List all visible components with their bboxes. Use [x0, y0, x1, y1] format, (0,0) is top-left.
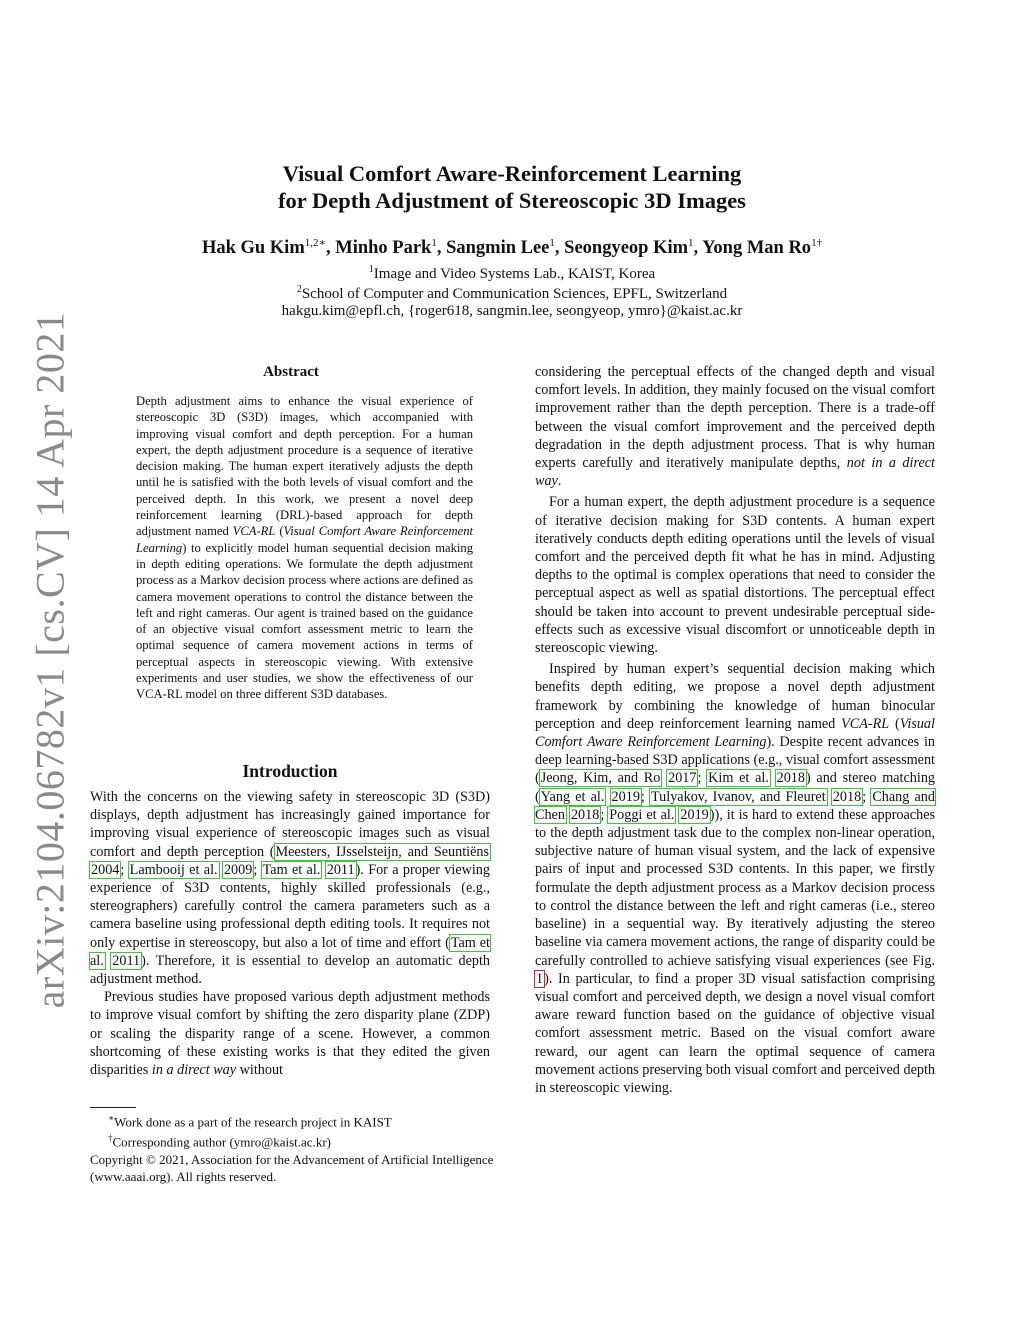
- author-name: Sangmin Lee: [446, 238, 550, 259]
- citation-year-link[interactable]: 2019: [611, 788, 640, 805]
- citation-separator: ;: [600, 806, 609, 823]
- author-list: [0, 236, 1024, 259]
- body-text: .: [557, 473, 562, 490]
- citation-year-link[interactable]: 2018: [570, 806, 600, 823]
- author-name: Yong Man Ro: [702, 238, 812, 259]
- title-line-1: Visual Comfort Aware-Reinforcement Learning: [282, 161, 742, 186]
- abstract-model-name: VCA-RL: [232, 524, 276, 539]
- intro-paragraph-1: [90, 788, 490, 988]
- affiliation-2: [0, 284, 1024, 303]
- citation-year-link[interactable]: 2011: [112, 952, 141, 969]
- title-line-2: for Depth Adjustment of Stereoscopic 3D Images: [278, 188, 746, 213]
- body-text: without: [236, 1062, 283, 1079]
- abstract-model-fullname: Visual Comfort Aware Reinforcement Learning: [136, 524, 473, 555]
- author-affiliation-mark: 1,2∗: [304, 237, 326, 249]
- body-text: (: [889, 715, 900, 732]
- citation-separator: ;: [862, 788, 872, 805]
- paper-title: [0, 160, 1024, 214]
- author-separator: ,: [693, 238, 703, 259]
- citation-separator: ;: [640, 788, 651, 805]
- abstract-text: (: [275, 524, 284, 539]
- right-column-body: [535, 363, 935, 1097]
- author-separator: ,: [436, 238, 447, 259]
- citation-separator: ;: [697, 770, 708, 787]
- footnote-1: [90, 1110, 500, 1130]
- citation-separator: ;: [253, 861, 262, 878]
- footnote-text: Work done as a part of the research project in KAIST: [114, 1114, 392, 1130]
- abstract-heading: Abstract: [263, 364, 319, 380]
- affiliation-1: [0, 264, 1024, 283]
- intro-paragraph-2: [90, 988, 490, 1079]
- abstract-text: ) to explicitly model human sequential decision making in depth editing operations. We formulate the depth adjustment process as a Markov decision process where actions are defined as camera movement operations to control the distance between the left and right cameras. Our agent is trained based on the guidance of an objective visual comfort assessment metric to learn the optimal sequence of camera movement actions in terms of perceptual aspects in stereoscopic viewing. With extensive experiments and user studies, we show the effectiveness of our VCA-RL model on three different S3D databases.: [136, 540, 473, 702]
- citation-year-link[interactable]: 2004: [91, 861, 120, 878]
- affiliation-text: School of Computer and Communication Sciences, EPFL, Switzerland: [301, 286, 728, 302]
- citation-link[interactable]: Lambooij et al.: [129, 861, 218, 878]
- citation-link[interactable]: Tam et al.: [262, 861, 321, 878]
- citation-year-link[interactable]: 2011: [326, 861, 355, 878]
- introduction-heading: Introduction: [242, 761, 338, 781]
- abstract-text: Depth adjustment aims to enhance the visual experience of stereoscopic 3D (S3D) images, which accompanied with improving visual comfort and depth perception. For a human expert, the depth adjustment procedure is a sequence of iterative decision making. The human expert iteratively adjusts the depth until he is satisfied with the both levels of visual comfort and the perceived depth. In this work, we present a novel deep reinforcement learning (DRL)-based approach for depth adjustment named: [136, 394, 473, 539]
- body-text: ) and stereo matching (: [535, 770, 936, 805]
- citation-link[interactable]: Tulyakov, Ivanov, and Fleuret: [651, 788, 826, 805]
- emphasis-text: in a direct way: [151, 1062, 237, 1079]
- author-separator: ,: [554, 238, 565, 259]
- citation-link[interactable]: Meesters, IJsselsteijn, and Seuntiëns: [275, 843, 489, 860]
- citation-link[interactable]: Jeong, Kim, and Ro: [540, 770, 661, 787]
- emphasis-text: Visual Comfort Aware Reinforcement Learning: [535, 715, 935, 751]
- footnote-mark: †: [108, 1133, 113, 1144]
- affiliation-mark: 1: [368, 264, 374, 275]
- body-text: ). Therefore, it is essential to develop an automatic depth adjustment method.: [90, 952, 491, 988]
- emphasis-text: not in a direct way: [535, 455, 935, 490]
- author-name: Hak Gu Kim: [201, 238, 305, 259]
- author-emails: hakgu.kim@epfl.ch, {roger618, sangmin.lee, seongyeop, ymro}@kaist.ac.kr: [281, 303, 743, 319]
- footnote-mark: ∗: [108, 1113, 115, 1123]
- body-text: With the concerns on the viewing safety in stereoscopic 3D (S3D) displays, depth adjustment has increasingly gained importance for improving visual experience of stereoscopic images such as visual comfort and depth perception (: [90, 789, 490, 860]
- body-text: )), it is hard to extend these approaches to the depth adjustment task due to the complex non-linear operation, subjective nature of human visual system, and the lack of expensive pairs of input and processed S3D contents. In this paper, we firstly formulate the depth adjustment process as a Markov decision process to control the distance between the left and right cameras (i.e., stereo baseline) in a sequential way. By iteratively adjusting the stereo baseline via camera movement actions, the range of disparity could be carefully controlled to achieve satisfying visual experiences (see Fig.: [535, 806, 936, 969]
- emphasis-text: VCA-RL: [841, 715, 890, 732]
- citation-year-link[interactable]: 2018: [776, 770, 805, 787]
- author-affiliation-mark: 1: [549, 237, 555, 249]
- body-text: ). For a proper viewing experience of S3D contents, highly skilled professionals (e.g., stereographers) carefully control the camera parameters such as a camera baseline using professional depth editing tools. It requires not only expertise in stereoscopy, but also a lot of time and effort (: [90, 861, 490, 951]
- right-paragraph-1: [535, 363, 935, 490]
- author-affiliation-mark: 1†: [811, 237, 823, 249]
- author-name: Minho Park: [335, 238, 432, 259]
- abstract-body: [136, 393, 473, 703]
- author-affiliation-mark: 1: [688, 237, 694, 249]
- affiliation-text: Image and Video Systems Lab., KAIST, Korea: [373, 266, 656, 282]
- figure-reference-link[interactable]: 1: [536, 970, 544, 987]
- citation-link[interactable]: Chang and Chen: [535, 788, 935, 823]
- citation-year-link[interactable]: 2017: [668, 770, 697, 787]
- citation-link[interactable]: Kim et al.: [708, 770, 769, 787]
- arxiv-identifier-stamp: [27, 311, 73, 1009]
- footnote-divider: [90, 1107, 136, 1108]
- right-paragraph-3: [535, 660, 935, 1097]
- author-name: Seongyeop Kim: [564, 238, 689, 259]
- footnotes: [90, 1110, 500, 1185]
- footnote-text: Corresponding author (ymro@kaist.ac.kr): [112, 1134, 331, 1150]
- body-text: considering the perceptual effects of the changed depth and visual comfort levels. In addition, they mainly focused on the visual comfort improvement rather than the depth perception. There is a trade-off between the visual comfort improvement and the perceived depth degradation in the depth adjustment process. That is why human experts carefully and iteratively manipulate depths,: [535, 364, 935, 472]
- citation-link[interactable]: Tam et al.: [90, 934, 490, 969]
- body-text: Previous studies have proposed various depth adjustment methods to improve visual comfort by shifting the zero disparity plane (ZDP) or scaling the disparity range of a scene. However, a common shortcoming of these existing works is that they edited the given disparities: [90, 989, 490, 1079]
- body-text: ). Despite recent advances in deep learning-based S3D applications (e.g., visual comfort assessment (: [535, 734, 935, 787]
- citation-year-link[interactable]: 2019: [680, 806, 709, 823]
- footnote-2: [90, 1130, 500, 1150]
- arxiv-identifier-text: arXiv:2104.06782v1 [cs.CV] 14 Apr 2021: [27, 311, 73, 1009]
- citation-link[interactable]: Poggi et al.: [609, 806, 675, 823]
- citation-separator: ;: [120, 861, 129, 878]
- body-text: Inspired by human expert’s sequential decision making which benefits depth editing, we propose a novel depth adjustment framework by combining the knowledge of human binocular perception and deep reinforcement learning named: [535, 661, 935, 732]
- body-text: ). In particular, to find a proper 3D visual satisfaction comprising visual comfort and perceived depth, we design a novel visual comfort aware reward function based on the guidance of objective visual comfort assessment metric. Based on the visual comfort aware reward, our agent can learn the optimal sequence of camera movement actions preserving both visual comfort and perceived depth in stereoscopic viewing.: [535, 970, 935, 1096]
- citation-year-link[interactable]: 2018: [832, 788, 862, 805]
- affiliation-mark: 2: [296, 284, 302, 295]
- copyright-notice: Copyright © 2021, Association for the Advancement of Artificial Intelligence (www.aaai.org). All rights reserved.: [90, 1151, 494, 1184]
- citation-link[interactable]: Yang et al.: [540, 788, 605, 805]
- author-affiliation-mark: 1: [431, 237, 437, 249]
- author-separator: ,: [325, 238, 336, 259]
- introduction-body: [90, 788, 490, 1079]
- right-paragraph-2: For a human expert, the depth adjustment procedure is a sequence of iterative decision making for S3D contents. A human expert iteratively conducts depth editing operations until the levels of visual comfort and the perceived depth fit what he has in mind. Adjusting depths to the optimal is complex operations that need to consider the perceptual aspect as well as spatial distortions. The perceptual effect should be taken into account to prevent undesirable perceptual side-effects such as excessive visual discomfort or unnoticeable depth in stereoscopic viewing.: [535, 494, 935, 657]
- citation-year-link[interactable]: 2009: [223, 861, 253, 878]
